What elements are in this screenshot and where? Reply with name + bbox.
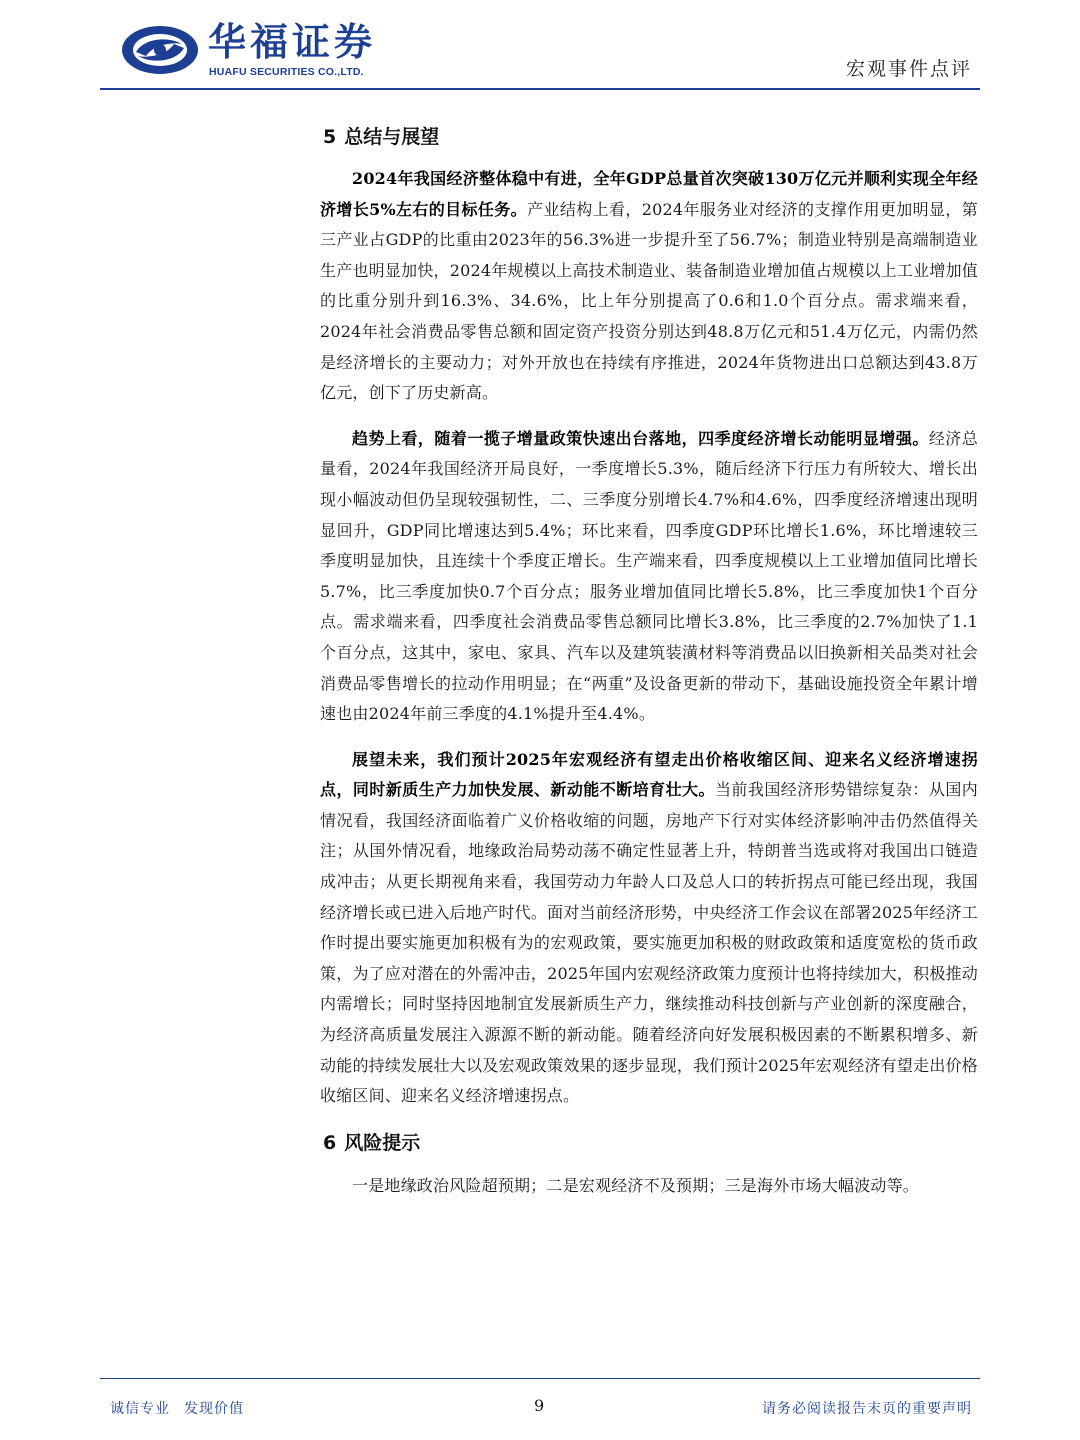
paragraph-risk (320, 1171, 978, 1202)
document-type: 宏观事件点评 (845, 58, 972, 80)
section-heading-risk (320, 1126, 978, 1160)
paragraph-text: 经济总量看，2024年我国经济开局良好，一季度增长5.3%，随后经济下行压力有所较大、增长出现小幅波动但仍呈现较强韧性，二、三季度分别增长4.7%和4.6%，四季度经济增速出现明显回升，GDP同比增速达到5.4%；环比来看，四季度GDP环比增长1.6%，环比增速较三季度明显加快，且连续十个季度正增长。生产端来看，四季度规模以上工业增加值同比增长5.7%，比三季度加快0.7个百分点；服务业增加值同比增长5.8%，比三季度加快1个百分点。需求端来看，四季度社会消费品零售总额同比增长3.8%，比三季度的2.7%加快了1.1个百分点，这其中，家电、家具、汽车以及建筑装潢材料等消费品以旧换新相关品类对社会消费品零售增长的拉动作用明显；在“两重”及设备更新的带动下，基础设施投资全年累计增速也由2024年前三季度的4.1%提升至4.4%。 (320, 428, 978, 724)
slogan-value: 发现价值 (184, 1401, 244, 1417)
slogan-integrity: 诚信专业 (110, 1401, 170, 1417)
section-title: 总结与展望 (344, 126, 440, 148)
huafu-logo-icon (118, 22, 202, 78)
page-header (0, 0, 1080, 92)
paragraph-overview (320, 164, 978, 409)
paragraph-text: 当前我国经济形势错综复杂：从国内情况看，我国经济面临着广义价格收缩的问题，房地产下行对实体经济影响冲击仍然值得关注；从国外情况看，地缘政治局势动荡不确定性显著上升，特朗普当选或将对我国出口链造成冲击；从更长期视角来看，我国劳动力年龄人口及总人口的转折拐点可能已经出现，我国经济增长或已进入后地产时代。面对当前经济形势，中央经济工作会议在部署2025年经济工作时提出要实施更加积极有为的宏观政策，要实施更加积极的财政政策和适度宽松的货币政策，为了应对潜在的外需冲击，2025年国内宏观经济政策力度预计也将持续加大，积极推动内需增长；同时坚持因地制宜发展新质生产力，继续推动科技创新与产业创新的深度融合，为经济高质量发展注入源源不断的新动能。随着经济向好发展积极因素的不断累积增多、新动能的持续发展壮大以及宏观政策效果的逐步显现，我们预计2025年宏观经济有望走出价格收缩区间、迎来名义经济增速拐点。 (320, 780, 978, 1106)
footer-divider (100, 1378, 980, 1379)
page-number: 9 (534, 1396, 545, 1415)
paragraph-text: 一是地缘政治风险超预期；二是宏观经济不及预期；三是海外市场大幅波动等。 (352, 1175, 920, 1195)
logo-chinese-name: 华福证券 (208, 20, 377, 64)
logo-english-name: HUAFU SECURITIES CO.,LTD. (209, 66, 364, 78)
paragraph-lead: 趋势上看，随着一揽子增量政策快速出台落地，四季度经济增长动能明显增强。 (352, 428, 929, 448)
footer-disclaimer: 请务必阅读报告末页的重要声明 (762, 1401, 972, 1417)
section-number: 6 (323, 1131, 337, 1154)
section-title: 风险提示 (344, 1131, 421, 1154)
section-heading-summary (320, 120, 978, 154)
paragraph-lead: 2024年我国经济整体稳中有进，全年GDP总量首次突破130万亿元并顺利实现全年经济增长5%左右的目标任务。 (320, 169, 978, 219)
paragraph-outlook (320, 745, 978, 1112)
header-divider (100, 88, 980, 90)
paragraph-trend (320, 424, 978, 730)
section-number: 5 (323, 126, 337, 148)
footer-slogan (110, 1398, 258, 1418)
paragraph-lead: 展望未来，我们预计2025年宏观经济有望走出价格收缩区间、迎来名义经济增速拐点，同时新质生产力加快发展、新动能不断培育壮大。 (320, 749, 978, 800)
report-body (320, 120, 978, 1201)
paragraph-text: 产业结构上看，2024年服务业对经济的支撑作用更加明显，第三产业占GDP的比重由2023年的56.3%进一步提升至了56.7%；制造业特别是高端制造业生产也明显加快，2024年规模以上高技术制造业、装备制造业增加值占规模以上工业增加值的比重分别升到16.3%、34.6%，比上年分别提高了0.6和1.0个百分点。需求端来看，2024年社会消费品零售总额和固定资产投资分别达到48.8万亿元和51.4万亿元，内需仍然是经济增长的主要动力；对外开放也在持续有序推进，2024年货物进出口总额达到43.8万亿元，创下了历史新高。 (320, 199, 978, 403)
